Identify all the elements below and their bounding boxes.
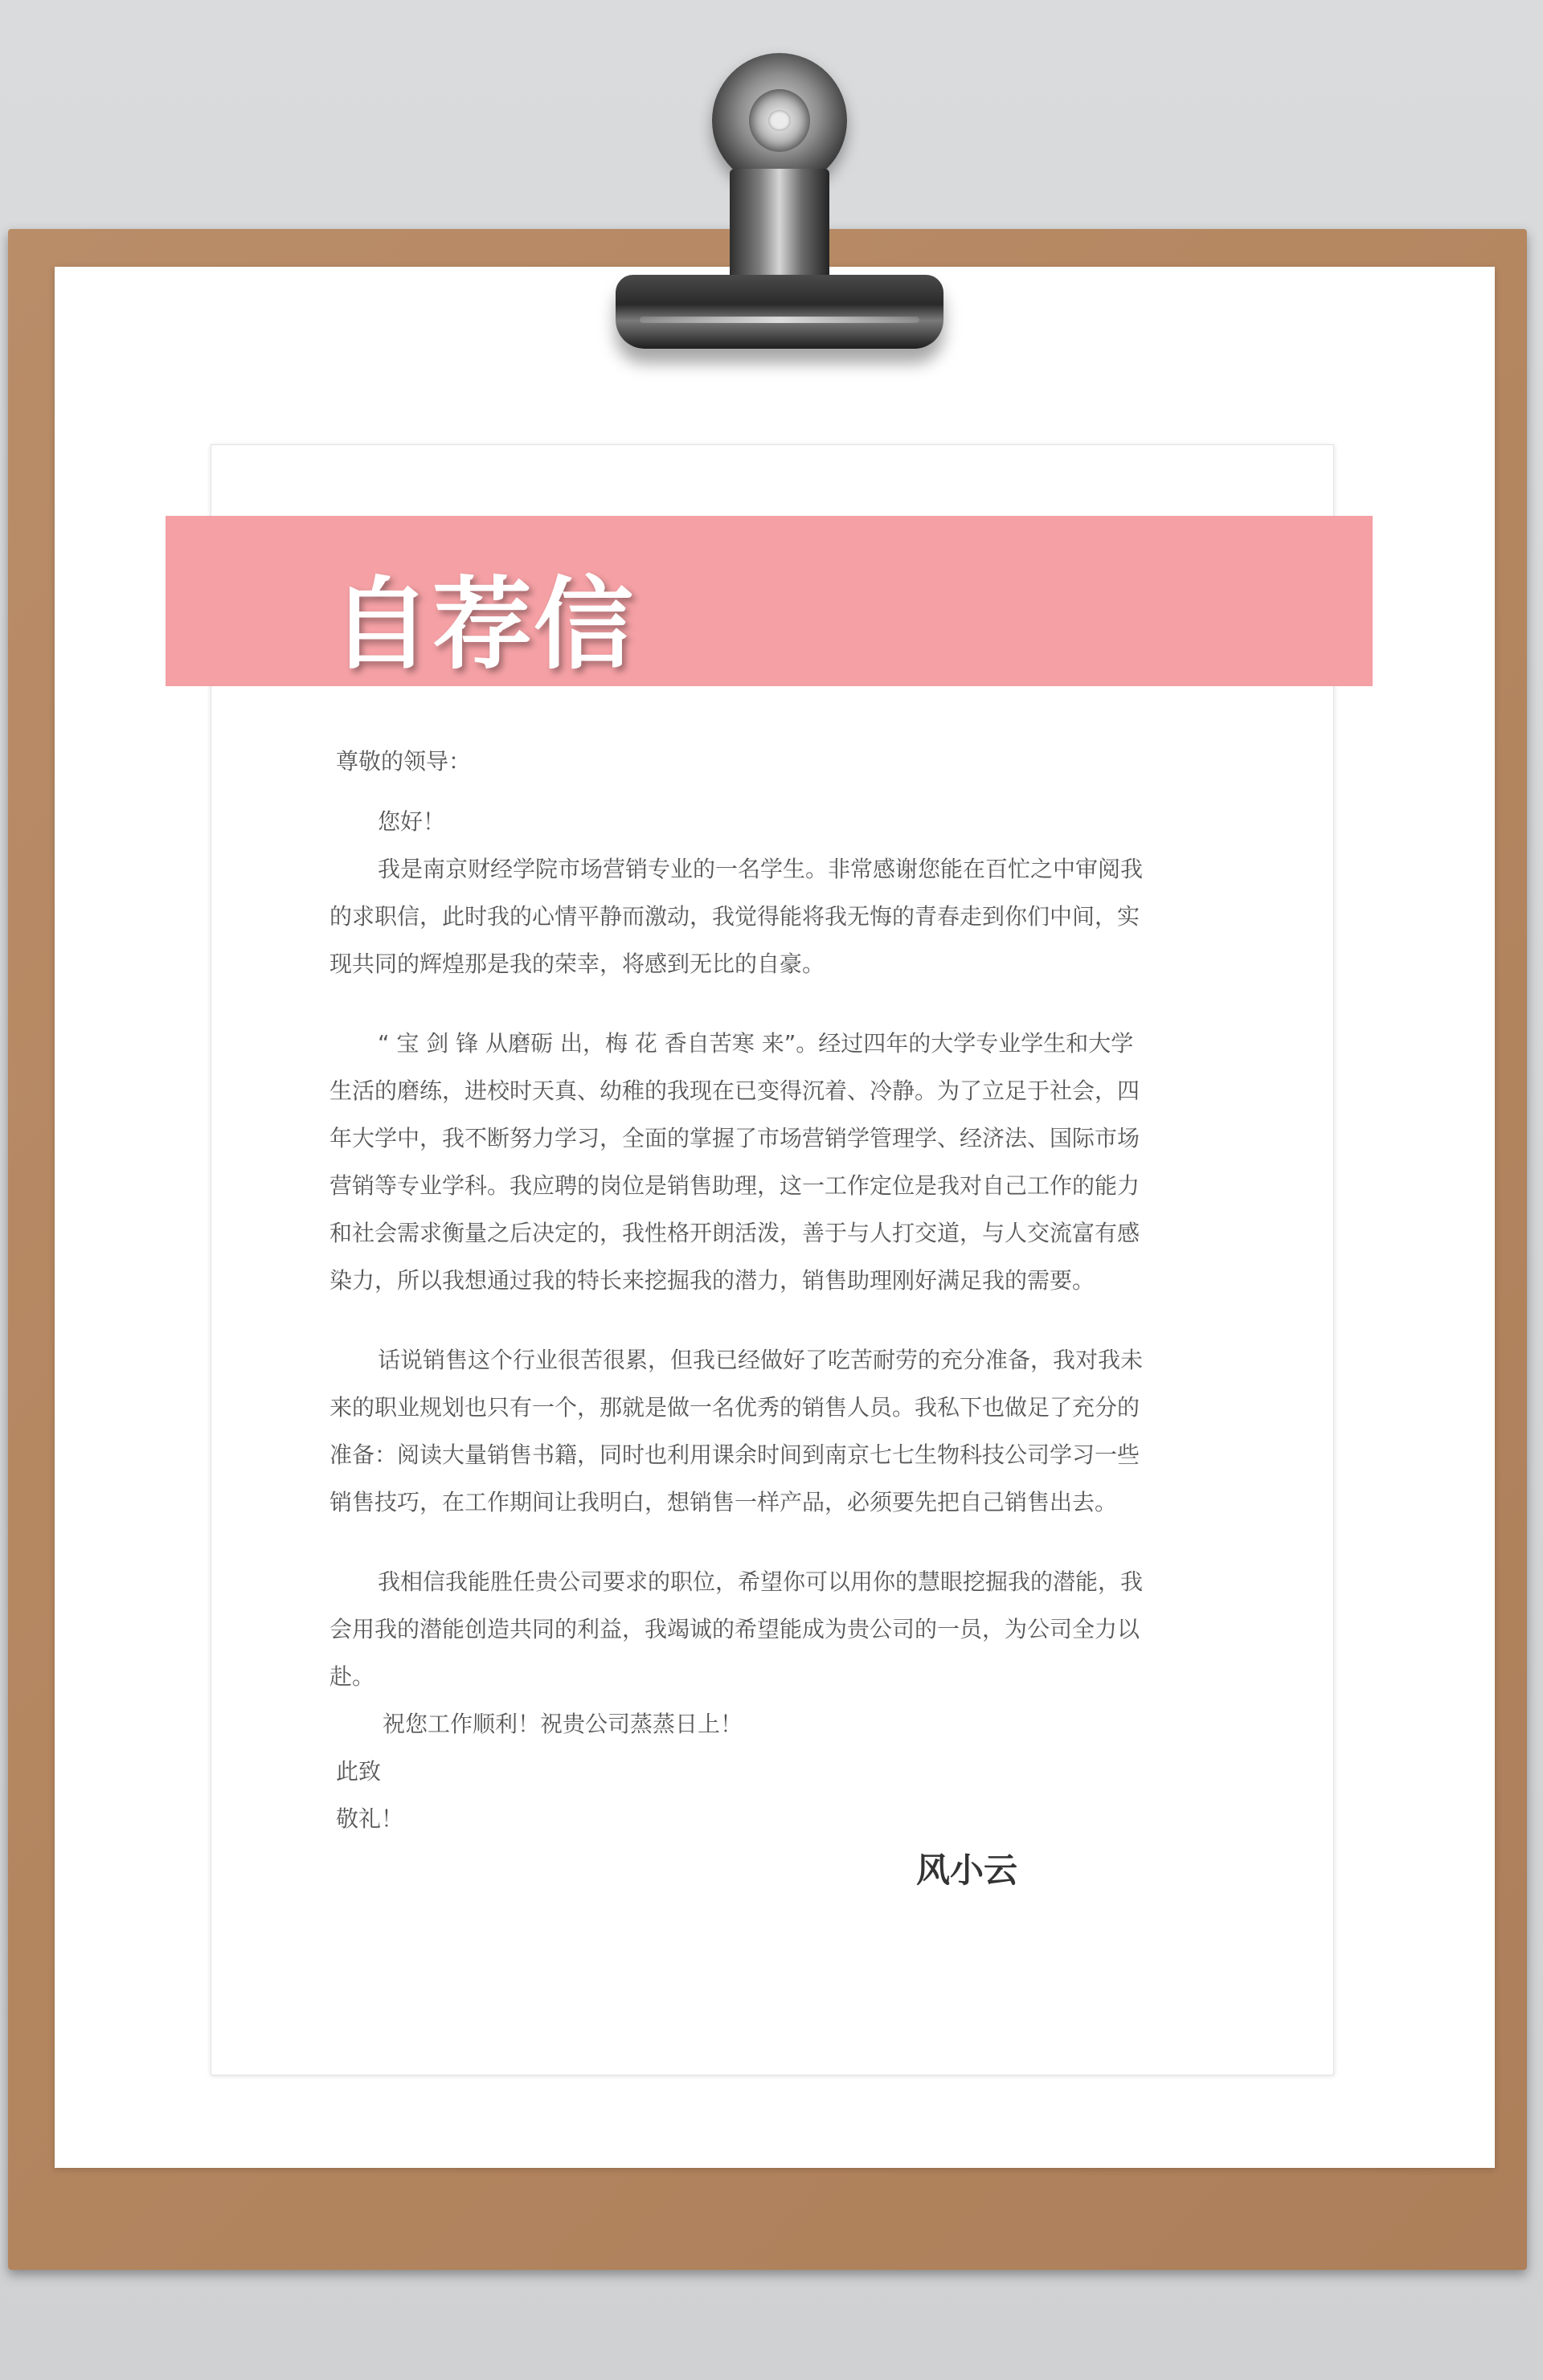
clip-ring <box>712 53 847 188</box>
paragraph-line: 营销等专业学科。我应聘的岗位是销售助理，这一工作定位是我对自己工作的能力 <box>329 1172 1140 1199</box>
wish: 祝您工作顺利！祝贵公司蒸蒸日上！ <box>383 1711 743 1737</box>
hello: 您好！ <box>378 808 446 835</box>
paragraph-line: 来的职业规划也只有一个，那就是做一名优秀的销售人员。我私下也做足了充分的 <box>329 1394 1140 1421</box>
paragraph-1 <box>329 845 1214 988</box>
binder-clip <box>611 48 948 354</box>
letter-title: 自荐信 <box>331 567 636 683</box>
paragraph-line: 年大学中，我不断努力学习，全面的掌握了市场营销学管理学、经济法、国际市场 <box>329 1125 1140 1151</box>
paragraph-line: 的求职信，此时我的心情平静而激动，我觉得能将我无悔的青春走到你们中间，实 <box>329 903 1140 930</box>
clip-base <box>616 275 943 349</box>
paragraph-3 <box>329 1336 1214 1526</box>
paragraph-line: 销售技巧，在工作期间让我明白，想销售一样产品，必须要先把自己销售出去。 <box>329 1489 1118 1515</box>
paragraph-line: 我相信我能胜任贵公司要求的职位，希望你可以用你的慧眼挖掘我的潜能，我 <box>378 1568 1144 1595</box>
paragraph-line: 赴。 <box>329 1663 375 1690</box>
closing-2: 敬礼！ <box>336 1805 404 1832</box>
paragraph-line: 准备：阅读大量销售书籍，同时也利用课余时间到南京七七生物科技公司学习一些 <box>329 1441 1140 1468</box>
paragraph-line: 和社会需求衡量之后决定的，我性格开朗活泼，善于与人打交道，与人交流富有感 <box>329 1220 1140 1246</box>
greeting: 尊敬的领导： <box>336 748 472 775</box>
paragraph-line: 现共同的辉煌那是我的荣幸，将感到无比的自豪。 <box>329 951 825 977</box>
letter-body <box>329 738 1214 1842</box>
paragraph-line: 我是南京财经学院市场营销专业的一名学生。非常感谢您能在百忙之中审阅我 <box>378 856 1144 882</box>
paragraph-line: “ 宝 剑 锋 从磨砺 出，梅 花 香自苦寒 来”。经过四年的大学专业学生和大学 <box>378 1030 1134 1057</box>
clip-hole <box>749 89 810 152</box>
signature: 风小云 <box>916 1850 1018 1890</box>
clip-neck <box>730 169 829 289</box>
paragraph-line: 生活的磨练，进校时天真、幼稚的我现在已变得沉着、冷静。为了立足于社会，四 <box>329 1078 1140 1104</box>
paragraph-2 <box>329 1020 1214 1304</box>
paragraph-line: 染力，所以我想通过我的特长来挖掘我的潜力，销售助理刚好满足我的需要。 <box>329 1267 1095 1294</box>
paragraph-line: 话说销售这个行业很苦很累，但我已经做好了吃苦耐劳的充分准备，我对我未 <box>378 1347 1144 1373</box>
paragraph-line: 会用我的潜能创造共同的利益，我竭诚的希望能成为贵公司的一员，为公司全力以 <box>329 1616 1140 1642</box>
closing-1: 此致 <box>336 1758 382 1785</box>
paragraph-4 <box>329 1558 1214 1700</box>
